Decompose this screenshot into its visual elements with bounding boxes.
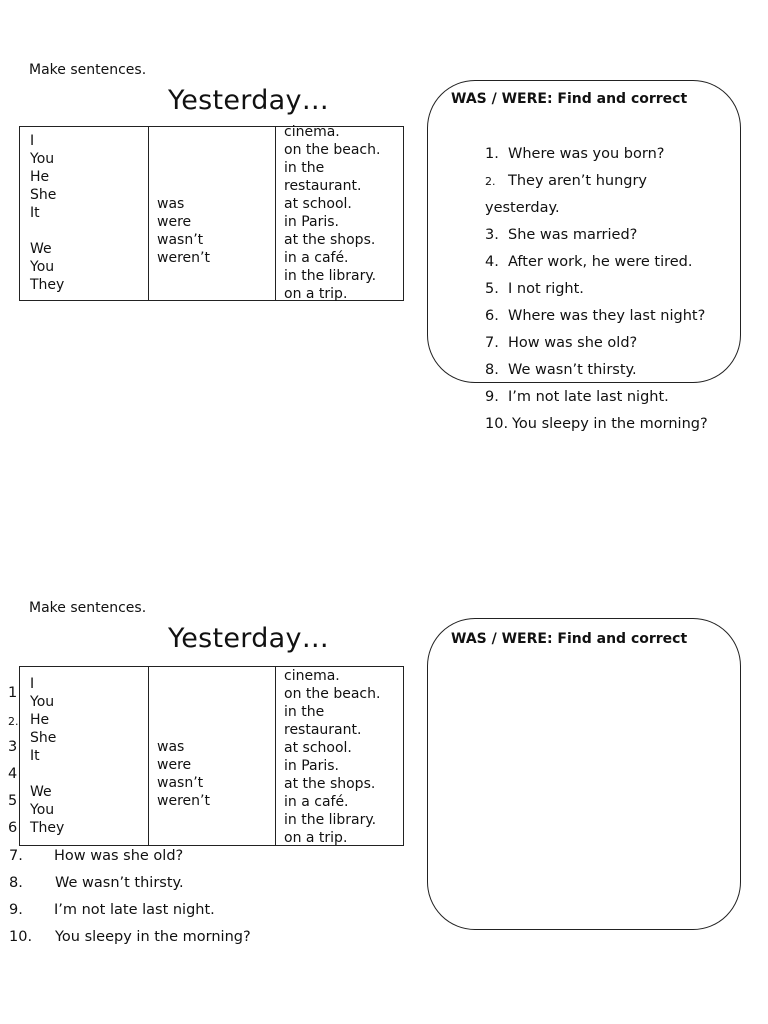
item-number: 1. — [485, 146, 499, 162]
item-text: Where was they last night? — [508, 308, 706, 324]
instruction-text: Make sentences. — [29, 62, 147, 78]
item-number: 10. — [9, 929, 33, 945]
verbs-column — [157, 667, 272, 845]
subject-cell: She — [30, 730, 57, 746]
list-item — [485, 281, 584, 297]
side-number: 2. — [8, 715, 19, 728]
item-number: 7. — [485, 335, 499, 351]
item-number: 9. — [9, 902, 23, 918]
list-item — [485, 362, 637, 378]
subjects-column — [30, 667, 145, 845]
item-number: 6. — [485, 308, 499, 324]
item-number: 4. — [485, 254, 499, 270]
list-item — [485, 335, 638, 351]
place-cell: on a trip. — [284, 286, 348, 302]
item-number: 5. — [485, 281, 499, 297]
place-cell: at school. — [284, 196, 352, 212]
column-divider — [148, 667, 149, 845]
place-cell: restaurant. — [284, 178, 362, 194]
subject-cell: I — [30, 133, 35, 149]
verb-cell: wasn’t — [157, 232, 204, 248]
subject-cell: You — [30, 802, 55, 818]
place-cell: at the shops. — [284, 776, 376, 792]
subject-cell: I — [30, 676, 35, 692]
subject-cell: She — [30, 187, 57, 203]
column-divider — [148, 127, 149, 300]
item-text: You sleepy in the morning? — [55, 929, 251, 945]
place-cell: at school. — [284, 740, 352, 756]
side-number: 3 — [8, 739, 18, 755]
place-cell: in the library. — [284, 268, 377, 284]
item-number: 8. — [485, 362, 499, 378]
item-number: 8. — [9, 875, 23, 891]
list-item — [9, 929, 251, 945]
sentence-table — [19, 126, 404, 301]
item-text: They aren’t hungry — [508, 173, 648, 189]
item-text: We wasn’t thirsty. — [55, 875, 184, 891]
instruction-text: Make sentences. — [29, 600, 147, 616]
place-cell: in Paris. — [284, 758, 339, 774]
item-text: How was she old? — [508, 335, 638, 351]
place-cell: on the beach. — [284, 686, 381, 702]
item-text: I’m not late last night. — [54, 902, 215, 918]
column-divider — [275, 667, 276, 845]
subject-cell: You — [30, 259, 55, 275]
list-item — [485, 254, 693, 270]
side-number: 1 — [8, 685, 18, 701]
place-cell: on a trip. — [284, 830, 348, 846]
verb-cell: were — [157, 757, 192, 773]
places-column — [284, 667, 404, 845]
place-cell: in the library. — [284, 812, 377, 828]
column-divider — [275, 127, 276, 300]
place-cell: in a café. — [284, 250, 349, 266]
verb-cell: was — [157, 739, 185, 755]
side-number: 6 — [8, 820, 18, 836]
subject-cell: You — [30, 151, 55, 167]
item-text: Where was you born? — [508, 146, 665, 162]
subject-cell: They — [30, 820, 65, 836]
box-title: WAS / WERE: Find and correct — [451, 91, 688, 107]
list-item — [485, 227, 638, 243]
item-number: 9. — [485, 389, 499, 405]
verbs-column — [157, 127, 272, 300]
list-item — [485, 308, 706, 324]
item-text: How was she old? — [54, 848, 184, 864]
item-number: 10. — [485, 416, 509, 432]
place-cell: in the — [284, 160, 325, 176]
list-item — [9, 902, 215, 918]
side-number: 5 — [8, 793, 18, 809]
worksheet-title: Yesterday… — [168, 85, 330, 116]
item-text: You sleepy in the morning? — [512, 416, 708, 432]
item-number: 2. — [485, 175, 496, 188]
place-cell: at the shops. — [284, 232, 376, 248]
item-text: I’m not late last night. — [508, 389, 669, 405]
place-cell: cinema. — [284, 124, 340, 140]
places-column — [284, 124, 404, 302]
item-text: She was married? — [508, 227, 638, 243]
list-item — [485, 416, 708, 432]
verb-cell: was — [157, 196, 185, 212]
list-item — [485, 146, 665, 162]
find-correct-box — [427, 618, 741, 930]
item-text: We wasn’t thirsty. — [508, 362, 637, 378]
subject-cell: We — [30, 784, 52, 800]
item-number: 7. — [9, 848, 23, 864]
list-item — [9, 875, 184, 891]
item-text: After work, he were tired. — [508, 254, 693, 270]
list-item — [9, 848, 184, 864]
item-text: I not right. — [508, 281, 584, 297]
place-cell: in Paris. — [284, 214, 339, 230]
place-cell: in a café. — [284, 794, 349, 810]
place-cell: restaurant. — [284, 722, 362, 738]
subject-cell: You — [30, 694, 55, 710]
subject-cell: He — [30, 169, 50, 185]
item-text: yesterday. — [485, 200, 560, 216]
verb-cell: were — [157, 214, 192, 230]
subject-cell: We — [30, 241, 52, 257]
item-number: 3. — [485, 227, 499, 243]
list-item — [485, 389, 669, 405]
place-cell: in the — [284, 704, 325, 720]
place-cell: cinema. — [284, 668, 340, 684]
worksheet-title: Yesterday… — [168, 623, 330, 654]
subject-cell: It — [30, 205, 40, 221]
verb-cell: weren’t — [157, 793, 210, 809]
subject-cell: It — [30, 748, 40, 764]
subject-cell: He — [30, 712, 50, 728]
list-item — [485, 200, 560, 216]
side-number: 4 — [8, 766, 18, 782]
sentence-table — [19, 666, 404, 846]
place-cell: on the beach. — [284, 142, 381, 158]
list-item — [485, 173, 648, 189]
verb-cell: wasn’t — [157, 775, 204, 791]
verb-cell: weren’t — [157, 250, 210, 266]
subject-cell: They — [30, 277, 65, 293]
box-title: WAS / WERE: Find and correct — [451, 631, 688, 647]
subjects-column — [30, 127, 145, 300]
